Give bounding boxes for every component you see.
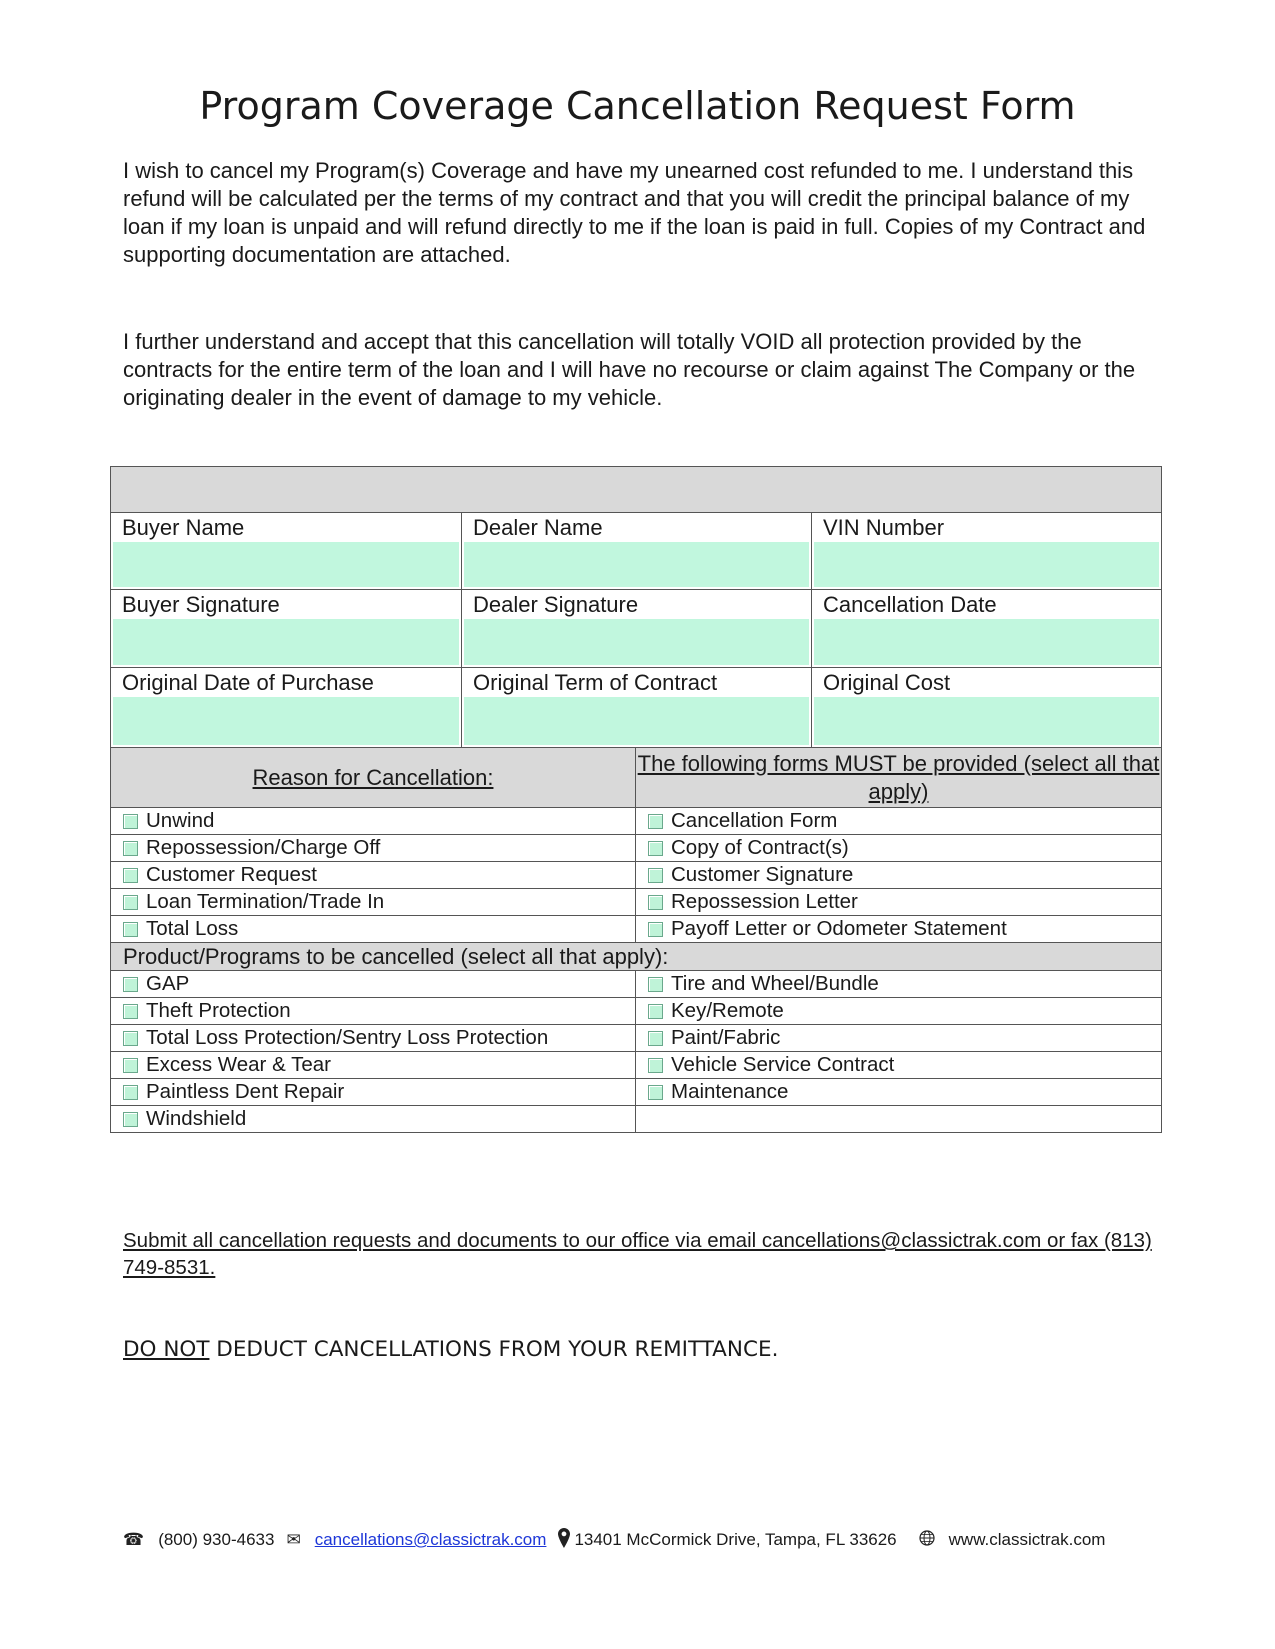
required-form-label: Payoff Letter or Odometer Statement (671, 917, 1007, 940)
reason-section-header (111, 747, 1161, 807)
checkbox-icon[interactable] (648, 977, 663, 992)
checkbox-icon[interactable] (123, 868, 138, 883)
reason-item[interactable] (111, 862, 635, 888)
checkbox-icon[interactable] (648, 841, 663, 856)
envelope-icon: ✉ (286, 1530, 301, 1549)
checkbox-icon[interactable] (123, 1004, 138, 1019)
product-item[interactable] (635, 1079, 1161, 1105)
product-label: Theft Protection (146, 999, 291, 1022)
phone-icon: ☎ (123, 1530, 145, 1549)
buyer-name-cell (111, 513, 461, 589)
checkbox-icon[interactable] (648, 1058, 663, 1073)
remittance-warning-rest: DEDUCT CANCELLATIONS FROM YOUR REMITTANCE. (209, 1337, 779, 1362)
product-row (111, 1051, 1161, 1078)
dealer-signature-label: Dealer Signature (473, 592, 639, 617)
required-form-item[interactable] (635, 889, 1161, 915)
checkbox-icon[interactable] (123, 1031, 138, 1046)
remittance-warning (123, 1337, 778, 1362)
required-form-label: Cancellation Form (671, 809, 838, 832)
product-item[interactable] (635, 1025, 1161, 1051)
required-form-label: Copy of Contract(s) (671, 836, 849, 859)
product-label: Total Loss Protection/Sentry Loss Protection (146, 1026, 549, 1049)
checkbox-icon[interactable] (648, 1031, 663, 1046)
checkbox-icon[interactable] (123, 1058, 138, 1073)
original-cost-label: Original Cost (823, 670, 951, 695)
required-form-item[interactable] (635, 835, 1161, 861)
map-pin-icon (558, 1528, 570, 1553)
contract-term-label: Original Term of Contract (473, 670, 718, 695)
cancellation-date-input[interactable] (814, 619, 1159, 665)
cancellation-date-label: Cancellation Date (823, 592, 997, 617)
buyer-signature-input[interactable] (113, 619, 459, 665)
checklist-row (111, 807, 1161, 834)
reason-item[interactable] (111, 916, 635, 942)
purchase-date-cell (111, 668, 461, 747)
product-row (111, 970, 1161, 997)
cancellation-form-table (110, 466, 1162, 1133)
required-form-label: Repossession Letter (671, 890, 858, 913)
buyer-name-input[interactable] (113, 542, 459, 587)
globe-icon (919, 1530, 935, 1551)
checkbox-icon[interactable] (123, 841, 138, 856)
product-item[interactable] (111, 1025, 635, 1051)
checkbox-icon[interactable] (648, 895, 663, 910)
product-label: Maintenance (671, 1080, 789, 1103)
void-paragraph: I further understand and accept that this cancellation will totally VOID all protection provided by the contracts for the entire term of the loan and I will have no recourse or claim against The Company or the originating dealer in the event of damage to my vehicle. (123, 329, 1136, 410)
footer-phone: (800) 930-4633 (158, 1530, 275, 1549)
product-item[interactable] (111, 998, 635, 1024)
reason-heading: Reason for Cancellation: (252, 764, 494, 790)
product-label: GAP (146, 972, 190, 995)
product-item[interactable] (111, 1106, 635, 1132)
product-label: Windshield (146, 1107, 247, 1130)
checkbox-icon[interactable] (648, 814, 663, 829)
products-heading: Product/Programs to be cancelled (select all that apply): (111, 942, 1161, 970)
original-cost-input[interactable] (814, 697, 1159, 745)
footer-address: 13401 McCormick Drive, Tampa, FL 33626 (574, 1530, 897, 1549)
buyer-signature-cell (111, 590, 461, 667)
checkbox-icon[interactable] (648, 1085, 663, 1100)
checkbox-icon[interactable] (648, 922, 663, 937)
required-form-item[interactable] (635, 808, 1161, 834)
product-row (111, 997, 1161, 1024)
product-item[interactable] (635, 971, 1161, 997)
table-header-bar (111, 467, 1161, 512)
contract-term-cell (461, 668, 811, 747)
buyer-signature-label: Buyer Signature (122, 592, 280, 617)
checkbox-icon[interactable] (123, 1085, 138, 1100)
contract-term-input[interactable] (464, 697, 809, 745)
buyer-name-label: Buyer Name (122, 515, 245, 540)
dealer-signature-input[interactable] (464, 619, 809, 665)
checkbox-icon[interactable] (648, 868, 663, 883)
checkbox-icon[interactable] (123, 977, 138, 992)
checklist-row (111, 834, 1161, 861)
checklist-row (111, 915, 1161, 942)
product-label: Vehicle Service Contract (671, 1053, 895, 1076)
vin-number-cell (811, 513, 1161, 589)
checkbox-icon[interactable] (123, 1112, 138, 1127)
reason-label: Repossession/Charge Off (146, 836, 381, 859)
dealer-name-cell (461, 513, 811, 589)
product-item[interactable] (111, 1079, 635, 1105)
checkbox-icon[interactable] (123, 814, 138, 829)
checklist-row (111, 861, 1161, 888)
product-row (111, 1024, 1161, 1051)
required-form-label: Customer Signature (671, 863, 854, 886)
dealer-name-label: Dealer Name (473, 515, 603, 540)
purchase-date-input[interactable] (113, 697, 459, 745)
field-row-2 (111, 589, 1161, 667)
required-form-item[interactable] (635, 916, 1161, 942)
vin-number-label: VIN Number (823, 515, 945, 540)
checkbox-icon[interactable] (123, 922, 138, 937)
product-item[interactable] (635, 998, 1161, 1024)
contact-footer (123, 1527, 1163, 1553)
field-row-1 (111, 512, 1161, 589)
product-label: Paintless Dent Repair (146, 1080, 345, 1103)
product-row (111, 1105, 1161, 1132)
checklist-row (111, 888, 1161, 915)
reason-item[interactable] (111, 889, 635, 915)
intro-paragraph: I wish to cancel my Program(s) Coverage and have my unearned cost refunded to me. I understand this refund will be calculated per the terms of my contract and that you will credit the principal balance of my loan if my loan is unpaid and will refund directly to me if the loan is paid in full. Copies of my Contract and supporting documentation are attached. (123, 158, 1146, 267)
required-forms-heading: The following forms MUST be provided (select all that apply) (635, 748, 1161, 807)
product-label: Excess Wear & Tear (146, 1053, 331, 1076)
product-label: Paint/Fabric (671, 1026, 781, 1049)
footer-email-wrap (315, 1530, 547, 1550)
product-item[interactable] (111, 971, 635, 997)
submit-instructions: Submit all cancellation requests and documents to our office via email cancellations@classictrak.com or fax (813) 749-8531. (123, 1229, 1152, 1279)
product-item[interactable] (635, 1052, 1161, 1078)
product-label: Tire and Wheel/Bundle (671, 972, 879, 995)
reason-label: Customer Request (146, 863, 317, 886)
empty-cell (635, 1106, 1161, 1132)
do-not-text: DO NOT (123, 1337, 210, 1362)
checkbox-icon[interactable] (648, 1004, 663, 1019)
product-item[interactable] (111, 1052, 635, 1078)
reason-label: Total Loss (146, 917, 239, 940)
reason-item[interactable] (111, 835, 635, 861)
dealer-signature-cell (461, 590, 811, 667)
reason-label: Unwind (146, 809, 215, 832)
form-title: Program Coverage Cancellation Request Form (199, 84, 1076, 128)
product-row (111, 1078, 1161, 1105)
product-label: Key/Remote (671, 999, 784, 1022)
footer-website: www.classictrak.com (948, 1530, 1106, 1549)
cancellation-date-cell (811, 590, 1161, 667)
vin-number-input[interactable] (814, 542, 1159, 587)
footer-email-link[interactable]: cancellations@classictrak.com (314, 1530, 547, 1549)
field-row-3 (111, 667, 1161, 747)
original-cost-cell (811, 668, 1161, 747)
reason-label: Loan Termination/Trade In (146, 890, 385, 913)
dealer-name-input[interactable] (464, 542, 809, 587)
reason-item[interactable] (111, 808, 635, 834)
purchase-date-label: Original Date of Purchase (122, 670, 374, 695)
checkbox-icon[interactable] (123, 895, 138, 910)
required-form-item[interactable] (635, 862, 1161, 888)
